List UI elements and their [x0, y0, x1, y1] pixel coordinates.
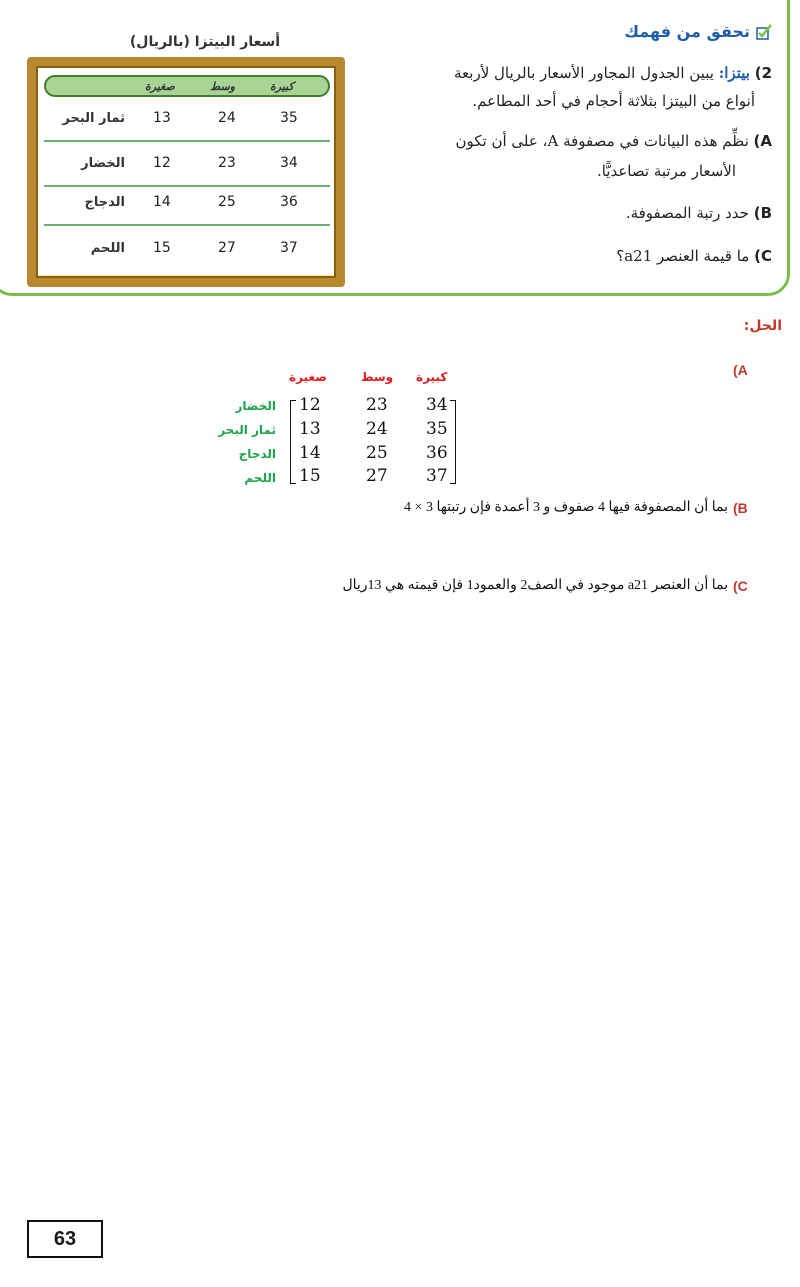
- row-label: ثمار البحر: [62, 111, 125, 126]
- question-c: C) ما قيمة العنصر a21؟: [616, 247, 772, 265]
- matrix-cell: 15: [299, 466, 321, 486]
- table-cell: 35: [280, 110, 298, 126]
- matrix-left-bracket: [290, 400, 296, 484]
- matrix-row-name: الخضار: [235, 399, 276, 413]
- header-small: صغيرة: [145, 80, 175, 93]
- matrix-cell: 27: [366, 466, 388, 486]
- check-title: تحقق من فهمك: [624, 22, 750, 41]
- solution-part-c-label: (C: [733, 578, 748, 594]
- row-divider: [44, 224, 330, 226]
- matrix-col-header: كبيرة: [416, 370, 448, 384]
- question-line-2: أنواع من البيتزا بثلاثة أحجام في أحد المطاعم.: [472, 92, 755, 110]
- row-divider: [44, 185, 330, 187]
- row-label: الخضار: [81, 156, 125, 171]
- table-cell: 15: [153, 240, 171, 256]
- table-cell: 24: [218, 110, 236, 126]
- row-label: الدجاج: [84, 195, 125, 210]
- matrix-right-bracket: [450, 400, 456, 484]
- table-cell: 25: [218, 194, 236, 210]
- table-cell: 27: [218, 240, 236, 256]
- row-label: اللحم: [90, 241, 125, 256]
- question-a: A) نظِّم هذه البيانات في مصفوفة A، على أن تكون: [455, 132, 772, 150]
- table-cell: 12: [153, 155, 171, 171]
- matrix-col-header: صغيرة: [289, 370, 327, 384]
- table-cell: 37: [280, 240, 298, 256]
- page-number: 63: [27, 1220, 103, 1258]
- matrix-row-name: ثمار البحر: [218, 423, 276, 437]
- solution-part-c-text: بما أن العنصر a21 موجود في الصف2 والعمود1 فإن قيمته هي 13ريال: [342, 578, 728, 593]
- row-divider: [44, 140, 330, 142]
- question-a-line-2: الأسعار مرتبة تصاعديًّا.: [596, 162, 736, 180]
- table-cell: 23: [218, 155, 236, 171]
- table-cell: 14: [153, 194, 171, 210]
- matrix-cell: 14: [299, 443, 321, 463]
- table-caption: أسعار البيتزا (بالريال): [129, 34, 281, 50]
- solution-part-a-label: (A: [733, 362, 748, 378]
- table-cell: 34: [280, 155, 298, 171]
- matrix-cell: 23: [366, 395, 388, 415]
- matrix-row-name: الدجاج: [238, 447, 276, 461]
- matrix-row-name: اللحم: [244, 471, 276, 485]
- question-b: B) حدد رتبة المصفوفة.: [625, 204, 772, 222]
- check-header: [624, 22, 772, 41]
- solution-part-b-label: (B: [733, 500, 748, 516]
- matrix-cell: 36: [426, 443, 448, 463]
- header-large: كبيرة: [270, 80, 294, 93]
- matrix-cell: 12: [299, 395, 321, 415]
- question-line-1: 2) بيتزا: يبين الجدول المجاور الأسعار بالريال لأربعة: [454, 64, 772, 82]
- matrix-col-header: وسط: [361, 370, 394, 384]
- matrix-cell: 25: [366, 443, 388, 463]
- solution-part-b-text: بما أن المصفوفة فيها 4 صفوف و 3 أعمدة فإن رتبتها 3 × 4: [404, 500, 728, 515]
- matrix-cell: 37: [426, 466, 448, 486]
- header-medium: وسط: [210, 80, 235, 93]
- table-cell: 36: [280, 194, 298, 210]
- matrix-cell: 24: [366, 419, 388, 439]
- matrix-cell: 13: [299, 419, 321, 439]
- matrix-cell: 34: [426, 395, 448, 415]
- table-cell: 13: [153, 110, 171, 126]
- checkmark-icon: [756, 24, 772, 40]
- matrix-cell: 35: [426, 419, 448, 439]
- solution-label: الحل:: [743, 318, 782, 334]
